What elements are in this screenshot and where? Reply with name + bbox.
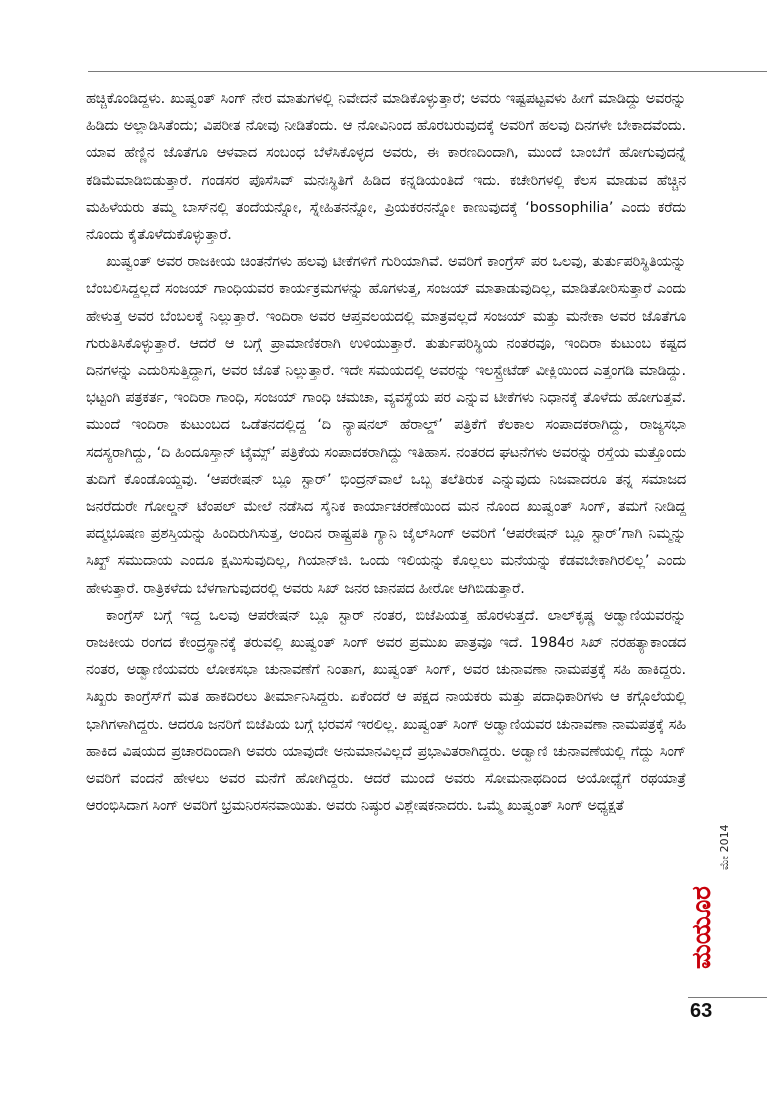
article-paragraph: ಹಚ್ಚಿಕೊಂಡಿದ್ದಳು. ಖುಷ್ವಂತ್ ಸಿಂಗ್ ನೇರ ಮಾತುಗಳಲ್ಲಿ ನಿವೇದನೆ ಮಾಡಿಕೊಳ್ಳುತ್ತಾರೆ; ಅವರು ಇಷ್ಟಪಟ್ಟವಳು ಹೀಗೆ ಮಾಡಿದ್ದು ಅವರನ್ನು ಹಿಡಿದು ಅಲ್ಲಾಡಿಸಿತೆಂದು; ವಿಪರೀತ ನೋವು ನೀಡಿತೆಂದು. ಆ ನೋವಿನಿಂದ ಹೊರಬರುವುದಕ್ಕೆ ಅವರಿಗೆ ಹಲವು ದಿನಗಳೇ ಬೇಕಾದವೆಂದು. ಯಾವ ಹೆಣ್ಣಿನ ಜೊತೆಗೂ ಆಳವಾದ ಸಂಬಂಧ ಬೆಳೆಸಿಕೊಳ್ಳದ ಅವರು, ಈ ಕಾರಣದಿಂದಾಗಿ, ಮುಂದೆ ಬಾಂಬೆಗೆ ಹೋಗುವುದನ್ನೆ ಕಡಿಮೆಮಾಡಿಬಿಡುತ್ತಾರೆ. ಗಂಡಸರ ಪೊಸೆಸಿವ್ ಮನಃಸ್ಥಿತಿಗೆ ಹಿಡಿದ ಕನ್ನಡಿಯಂತಿದೆ ಇದು. ಕಚೇರಿಗಳಲ್ಲಿ ಕೆಲಸ ಮಾಡುವ ಹೆಚ್ಚಿನ ಮಹಿಳೆಯರು ತಮ್ಮ ಬಾಸ್‌ನಲ್ಲಿ ತಂದೆಯನ್ನೋ, ಸ್ನೇಹಿತನನ್ನೋ, ಪ್ರಿಯಕರನನ್ನೋ ಕಾಣುವುದಕ್ಕೆ ‘bossophilia’ ಎಂದು ಕರೆದು ನೊಂದು ಕೈತೊಳೆದುಕೊಳ್ಳುತ್ತಾರೆ. xyxy=(86,91,686,244)
page-number: 63 xyxy=(690,1000,713,1022)
article-body xyxy=(86,86,686,820)
issue-date: ಮೇ 2014 xyxy=(718,824,731,870)
header-rule xyxy=(88,71,767,72)
article-paragraph: ಖುಷ್ವಂತ್ ಅವರ ರಾಜಕೀಯ ಚಿಂತನೆಗಳು ಹಲವು ಟೀಕೆಗಳಿಗೆ ಗುರಿಯಾಗಿವೆ. ಅವರಿಗೆ ಕಾಂಗ್ರೆಸ್ ಪರ ಒಲವು, ತುರ್ತುಪರಿಸ್ಥಿತಿಯನ್ನು ಬೆಂಬಲಿಸಿದ್ದಲ್ಲದೆ ಸಂಜಯ್ ಗಾಂಧಿಯವರ ಕಾರ್ಯಕ್ರಮಗಳನ್ನು ಹೊಗಳುತ್ತ, ಸಂಜಯ್ ಮಾತಾಡುವುದಿಲ್ಲ, ಮಾಡಿತೋರಿಸುತ್ತಾರೆ ಎಂದು ಹೇಳುತ್ತ ಅವರ ಬೆಂಬಲಕ್ಕೆ ನಿಲ್ಲುತ್ತಾರೆ. ಇಂದಿರಾ ಅವರ ಆಪ್ತವಲಯದಲ್ಲಿ ಮಾತ್ರವಲ್ಲದೆ ಸಂಜಯ್ ಮತ್ತು ಮನೇಕಾ ಅವರ ಜೊತೆಗೂ ಗುರುತಿಸಿಕೊಳ್ಳುತ್ತಾರೆ. ಆದರೆ ಆ ಬಗ್ಗೆ ಪ್ರಾಮಾಣಿಕರಾಗಿ ಉಳಿಯುತ್ತಾರೆ. ತುರ್ತುಪರಿಸ್ಥಿಯ ನಂತರವೂ, ಇಂದಿರಾ ಕುಟುಂಬ ಕಷ್ಟದ ದಿನಗಳನ್ನು ಎದುರಿಸುತ್ತಿದ್ದಾಗ, ಅವರ ಜೊತೆ ನಿಲ್ಲುತ್ತಾರೆ. ಇದೇ ಸಮಯದಲ್ಲಿ ಅವರನ್ನು ಇಲಸ್ಟ್ರೇಟೆಡ್ ವೀಕ್ಲಿಯಿಂದ ಎತ್ತಂಗಡಿ ಮಾಡಿದ್ದು. ಭಟ್ಟಂಗಿ ಪತ್ರಕರ್ತ, ಇಂದಿರಾ ಗಾಂಧಿ, ಸಂಜಯ್ ಗಾಂಧಿ ಚಮಚಾ, ವ್ಯವಸ್ಥೆಯ ಪರ ಎನ್ನುವ ಟೀಕೆಗಳು ನಿಧಾನಕ್ಕೆ ತೊಳೆದು ಹೋಗುತ್ತವೆ. ಮುಂದೆ ಇಂದಿರಾ ಕುಟುಂಬದ ಒಡೆತನದಲ್ಲಿದ್ದ ‘ದಿ ನ್ಯಾಷನಲ್ ಹೆರಾಲ್ಡ್’ ಪತ್ರಿಕೆಗೆ ಕೆಲಕಾಲ ಸಂಪಾದಕರಾಗಿದ್ದು, ರಾಜ್ಯಸಭಾ ಸದಸ್ಯರಾಗಿದ್ದು, ‘ದಿ ಹಿಂದೂಸ್ತಾನ್ ಟೈಮ್ಸ್’ ಪತ್ರಿಕೆಯ ಸಂಪಾದಕರಾಗಿದ್ದು ಇತಿಹಾಸ. ನಂತರದ ಘಟನೆಗಳು ಅವರನ್ನು ರಸ್ತೆಯ ಮತ್ತೊಂದು ತುದಿಗೆ ಕೊಂಡೊಯ್ದವು. ‘ಆಪರೇಷನ್ ಬ್ಲೂ ಸ್ಟಾರ್’ ಭಿಂದ್ರನ್‌ವಾಲೆ ಒಬ್ಬ ತಲೆತಿರುಕ ಎನ್ನುವುದು ನಿಜವಾದರೂ ತನ್ನ ಸಮಾಜದ ಜನರೆದುರೇ ಗೋಲ್ಡನ್ ಟೆಂಪಲ್ ಮೇಲೆ ನಡೆಸಿದ ಸೈನಿಕ ಕಾರ್ಯಾಚರಣೆಯಿಂದ ಮನ ನೊಂದ ಖುಷ್ವಂತ್ ಸಿಂಗ್, ತಮಗೆ ನೀಡಿದ್ದ ಪದ್ಮಭೂಷಣ ಪ್ರಶಸ್ತಿಯನ್ನು ಹಿಂದಿರುಗಿಸುತ್ತ, ಅಂದಿನ ರಾಷ್ಟ್ರಪತಿ ಗ್ಯಾನಿ ಜೈಲ್‌ಸಿಂಗ್ ಅವರಿಗೆ ‘ಆಪರೇಷನ್ ಬ್ಲೂ ಸ್ಟಾರ್’ಗಾಗಿ ನಿಮ್ಮನ್ನು ಸಿಖ್ಖ್ ಸಮುದಾಯ ಎಂದೂ ಕ್ಷಮಿಸುವುದಿಲ್ಲ, ಗಿಯಾನ್‌ಜಿ. ಒಂದು ಇಲಿಯನ್ನು ಕೊಲ್ಲಲು ಮನೆಯನ್ನು ಕೆಡವಬೇಕಾಗಿರಲಿಲ್ಲ’ ಎಂದು ಹೇಳುತ್ತಾರೆ. ರಾತ್ರಿಕಳೆದು ಬೆಳಗಾಗುವುದರಲ್ಲಿ ಅವರು ಸಿಖ್ ಜನರ ಜಾನಪದ ಹೀರೋ ಆಗಿಬಿಡುತ್ತಾರೆ. xyxy=(86,254,686,597)
page-sidebar xyxy=(688,780,733,1015)
magazine-masthead: ಮಯೂರ xyxy=(687,886,717,970)
footer-rule xyxy=(688,997,767,998)
article-paragraph: ಕಾಂಗ್ರೆಸ್ ಬಗ್ಗೆ ಇದ್ದ ಒಲವು ಆಪರೇಷನ್ ಬ್ಲೂ ಸ್ಟಾರ್ ನಂತರ, ಬಿಜೆಪಿಯತ್ತ ಹೊರಳುತ್ತದೆ. ಲಾಲ್‌ಕೃಷ್ಣ ಅಡ್ವಾಣಿಯವರನ್ನು ರಾಜಕೀಯ ರಂಗದ ಕೇಂದ್ರಸ್ಥಾನಕ್ಕೆ ತರುವಲ್ಲಿ ಖುಷ್ವಂತ್ ಸಿಂಗ್ ಅವರ ಪ್ರಮುಖ ಪಾತ್ರವೂ ಇದೆ. 1984ರ ಸಿಖ್ ನರಹತ್ಯಾಕಾಂಡದ ನಂತರ, ಅಡ್ವಾಣಿಯವರು ಲೋಕಸಭಾ ಚುನಾವಣೆಗೆ ನಿಂತಾಗ, ಖುಷ್ವಂತ್ ಸಿಂಗ್, ಅವರ ಚುನಾವಣಾ ನಾಮಪತ್ರಕ್ಕೆ ಸಹಿ ಹಾಕಿದ್ದರು. ಸಿಖ್ಖರು ಕಾಂಗ್ರೆಸ್‌ಗೆ ಮತ ಹಾಕದಿರಲು ತೀರ್ಮಾನಿಸಿದ್ದರು. ಏಕೆಂದರೆ ಆ ಪಕ್ಷದ ನಾಯಕರು ಮತ್ತು ಪದಾಧಿಕಾರಿಗಳು ಆ ಕಗ್ಗೊಲೆಯಲ್ಲಿ ಭಾಗಿಗಳಾಗಿದ್ದರು. ಆದರೂ ಜನರಿಗೆ ಬಿಜೆಪಿಯ ಬಗ್ಗೆ ಭರವಸೆ ಇರಲಿಲ್ಲ. ಖುಷ್ವಂತ್ ಸಿಂಗ್ ಅಡ್ವಾಣಿಯವರ ಚುನಾವಣಾ ನಾಮಪತ್ರಕ್ಕೆ ಸಹಿ ಹಾಕಿದ ವಿಷಯದ ಪ್ರಚಾರದಿಂದಾಗಿ ಅವರು ಯಾವುದೇ ಅನುಮಾನವಿಲ್ಲದೆ ಪ್ರಭಾವಿತರಾಗಿದ್ದರು. ಅಡ್ವಾಣಿ ಚುನಾವಣೆಯಲ್ಲಿ ಗೆದ್ದು ಸಿಂಗ್ ಅವರಿಗೆ ವಂದನೆ ಹೇಳಲು ಅವರ ಮನೆಗೆ ಹೋಗಿದ್ದರು. ಆದರೆ ಮುಂದೆ ಅವರು ಸೋಮನಾಥದಿಂದ ಅಯೋಧ್ಯೆಗೆ ರಥಯಾತ್ರೆ ಆರಂಭಿಸಿದಾಗ ಸಿಂಗ್ ಅವರಿಗೆ ಭ್ರಮನಿರಸನವಾಯಿತು. ಅವರು ನಿಷ್ಠುರ ವಿಶ್ಲೇಷಕನಾದರು. ಒಮ್ಮೆ ಖುಷ್ವಂತ್ ಸಿಂಗ್ ಅಧ್ಯಕ್ಷತೆ xyxy=(86,607,686,815)
